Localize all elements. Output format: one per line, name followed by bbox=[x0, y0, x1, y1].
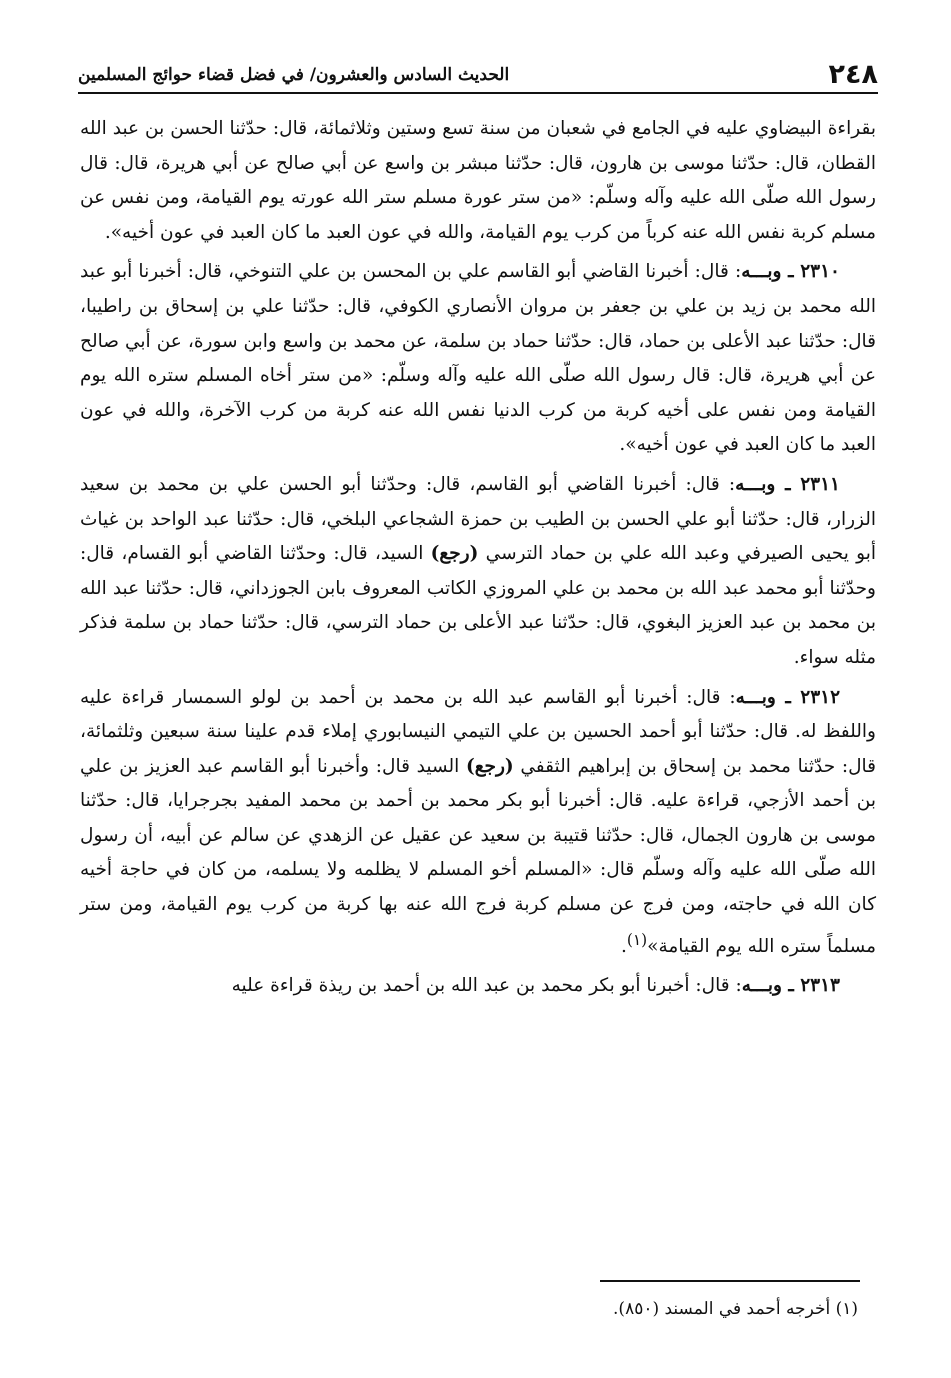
running-title: الحديث السادس والعشرون/ في فضل قضاء حوائج المسلمين bbox=[78, 65, 510, 85]
hadith-number: ٢٣١٠ ـ وبـــه bbox=[741, 261, 840, 283]
hadith-2313 bbox=[80, 969, 876, 1004]
main-text bbox=[80, 112, 876, 1009]
footnote-reference[interactable]: (١) bbox=[626, 930, 648, 949]
rajaa-marker: (رجع) bbox=[430, 543, 479, 565]
header-rule bbox=[78, 92, 878, 94]
paragraph-text: : قال: أخبرنا أبو بكر محمد بن عبد الله بن أحمد بن ريذة قراءة عليه bbox=[231, 975, 742, 997]
paragraph-continuation bbox=[80, 112, 876, 250]
paragraph-text: : قال: أخبرنا القاضي أبو القاسم علي بن المحسن بن علي التنوخي، قال: أخبرنا أبو عبد الله محمد بن زيد بن علي بن جعفر بن مروان الأنصاري الكوفي، قال: حدّثنا علي بن إسحاق بن راطيبا، قال: حدّثنا عبد الأعلى بن حماد، قال: حدّثنا حماد بن سلمة، عن محمد بن واسع وابن سورة، عن أبي صالح عن أبي هريرة، قال: قال رسول الله صلّى الله عليه وآله وسلّم: «من ستر أخاه المسلم ستره الله يوم القيامة ومن نفس على أخيه كربة من كرب الدنيا نفس الله عنه كربة من كرب الآخرة، والله في عون العبد ما كان العبد في عون أخيه». bbox=[80, 261, 876, 456]
paragraph-text: السيد قال: وأخبرنا أبو القاسم عبد العزيز بن علي بن أحمد الأزجي، قراءة عليه. قال: أخبرنا أبو بكر محمد بن أحمد بن محمد المفيد بجرجرايا، قال: حدّثنا موسى بن هارون الجمال، قال: حدّثنا قتيبة بن سعيد عن عقيل عن الزهدي عن سالم عن أبيه، أن رسول الله صلّى الله عليه وآله وسلّم قال: «المسلم أخو المسلم لا يظلمه ولا يسلمه، من كان في حاجة أخيه كان الله في حاجته، ومن فرج عن مسلم كربة فرج الله عنه بها كربة من كرب يوم القيامة، ومن ستر مسلماً ستره الله يوم القيامة» bbox=[80, 755, 876, 957]
hadith-2311 bbox=[80, 468, 876, 676]
hadith-2310 bbox=[80, 255, 876, 463]
paragraph-text: : قال: أخبرنا القاضي أبو القاسم، قال: وحدّثنا أبو الحسن علي بن محمد بن سعيد الزرار، قال: حدّثنا أبو علي الحسن بن الطيب بن حمزة الشجاعي البلخي، قال: حدّثنا عبد الواحد بن غياث أبو يحيى الصيرفي وعبد الله علي بن حماد الترسي bbox=[80, 473, 877, 565]
hadith-number: ٢٣١٣ ـ وبـــه bbox=[741, 975, 840, 997]
rajaa-marker: (رجع) bbox=[465, 755, 514, 777]
footnote-rule bbox=[600, 1280, 860, 1282]
hadith-number: ٢٣١١ ـ وبـــه bbox=[735, 473, 840, 495]
paragraph-text: بقراءة البيضاوي عليه في الجامع في شعبان من سنة تسع وستين وثلاثمائة، قال: حدّثنا الحسن بن عبد الله القطان، قال: حدّثنا موسى بن هارون، قال: حدّثنا مبشر بن واسع عن أبي صالح عن أبي هريرة، قال: قال رسول الله صلّى الله عليه وآله وسلّم: «من ستر عورة مسلم ستر الله عورته يوم القيامة، ومن نفس عن مسلم كربة نفس الله عنه كرباً من كرب يوم القيامة، والله في عون العبد ما كان العبد في عون أخيه». bbox=[80, 118, 876, 243]
paragraph-text: السيد، قال: وحدّثنا القاضي أبو القسام، قال: وحدّثنا أبو محمد عبد الله بن محمد بن علي المروزي الكاتب المعروف بابن الجوزداني، قال: حدّثنا عبد الله بن محمد بن عبد العزيز البغوي، قال: حدّثنا عبد الأعلى بن حماد الترسي، قال: حدّثنا حماد بن سلمة فذكر مثله سواء. bbox=[80, 543, 876, 668]
hadith-2312: ٢٣١٢ ـ وبـــه: قال: أخبرنا أبو القاسم عبد الله بن محمد بن أحمد بن لولو السمسار قراءة عليه واللفظ له. قال: حدّثنا أبو أحمد الحسين بن علي التيمي النيسابوري إملاء قدم علينا سنة سبعين وثلثمائة، قال: حدّثنا محمد بن إسحاق بن إبراهيم الثقفي (رجع) السيد قال: وأخبرنا أبو القاسم عبد العزيز بن علي بن أحمد الأزجي، قراءة عليه. قال: أخبرنا أبو بكر محمد بن أحمد بن محمد المفيد بجرجرايا، قال: حدّثنا موسى بن هارون الجمال، قال: حدّثنا قتيبة بن سعيد عن عقيل عن الزهدي عن سالم عن أبيه، أن رسول الله صلّى الله عليه وآله وسلّم قال: «المسلم أخو المسلم لا يظلمه ولا يسلمه، من كان في حاجة أخيه كان الله في حاجته، ومن فرج عن مسلم كربة فرج الله عنه بها كربة من كرب يوم القيامة، ومن ستر مسلماً ستره الله يوم القيامة»$^{(١)}$. bbox=[80, 686, 876, 957]
paragraph-text: : قال: أخبرنا أبو القاسم عبد الله بن محمد بن أحمد بن لولو السمسار قراءة عليه واللفظ له. قال: حدّثنا أبو أحمد الحسين بن علي التيمي النيسابوري إملاء قدم علينا سنة سبعين وثلثمائة، قال: حدّثنا محمد بن إسحاق بن إبراهيم الثقفي bbox=[80, 686, 876, 777]
footnote: (١) أخرجه أحمد في المسند (٨٥٠). bbox=[613, 1299, 858, 1319]
page-number: ٢٤٨ bbox=[828, 59, 878, 90]
hadith-number: ٢٣١٢ ـ وبـــه bbox=[735, 686, 841, 708]
